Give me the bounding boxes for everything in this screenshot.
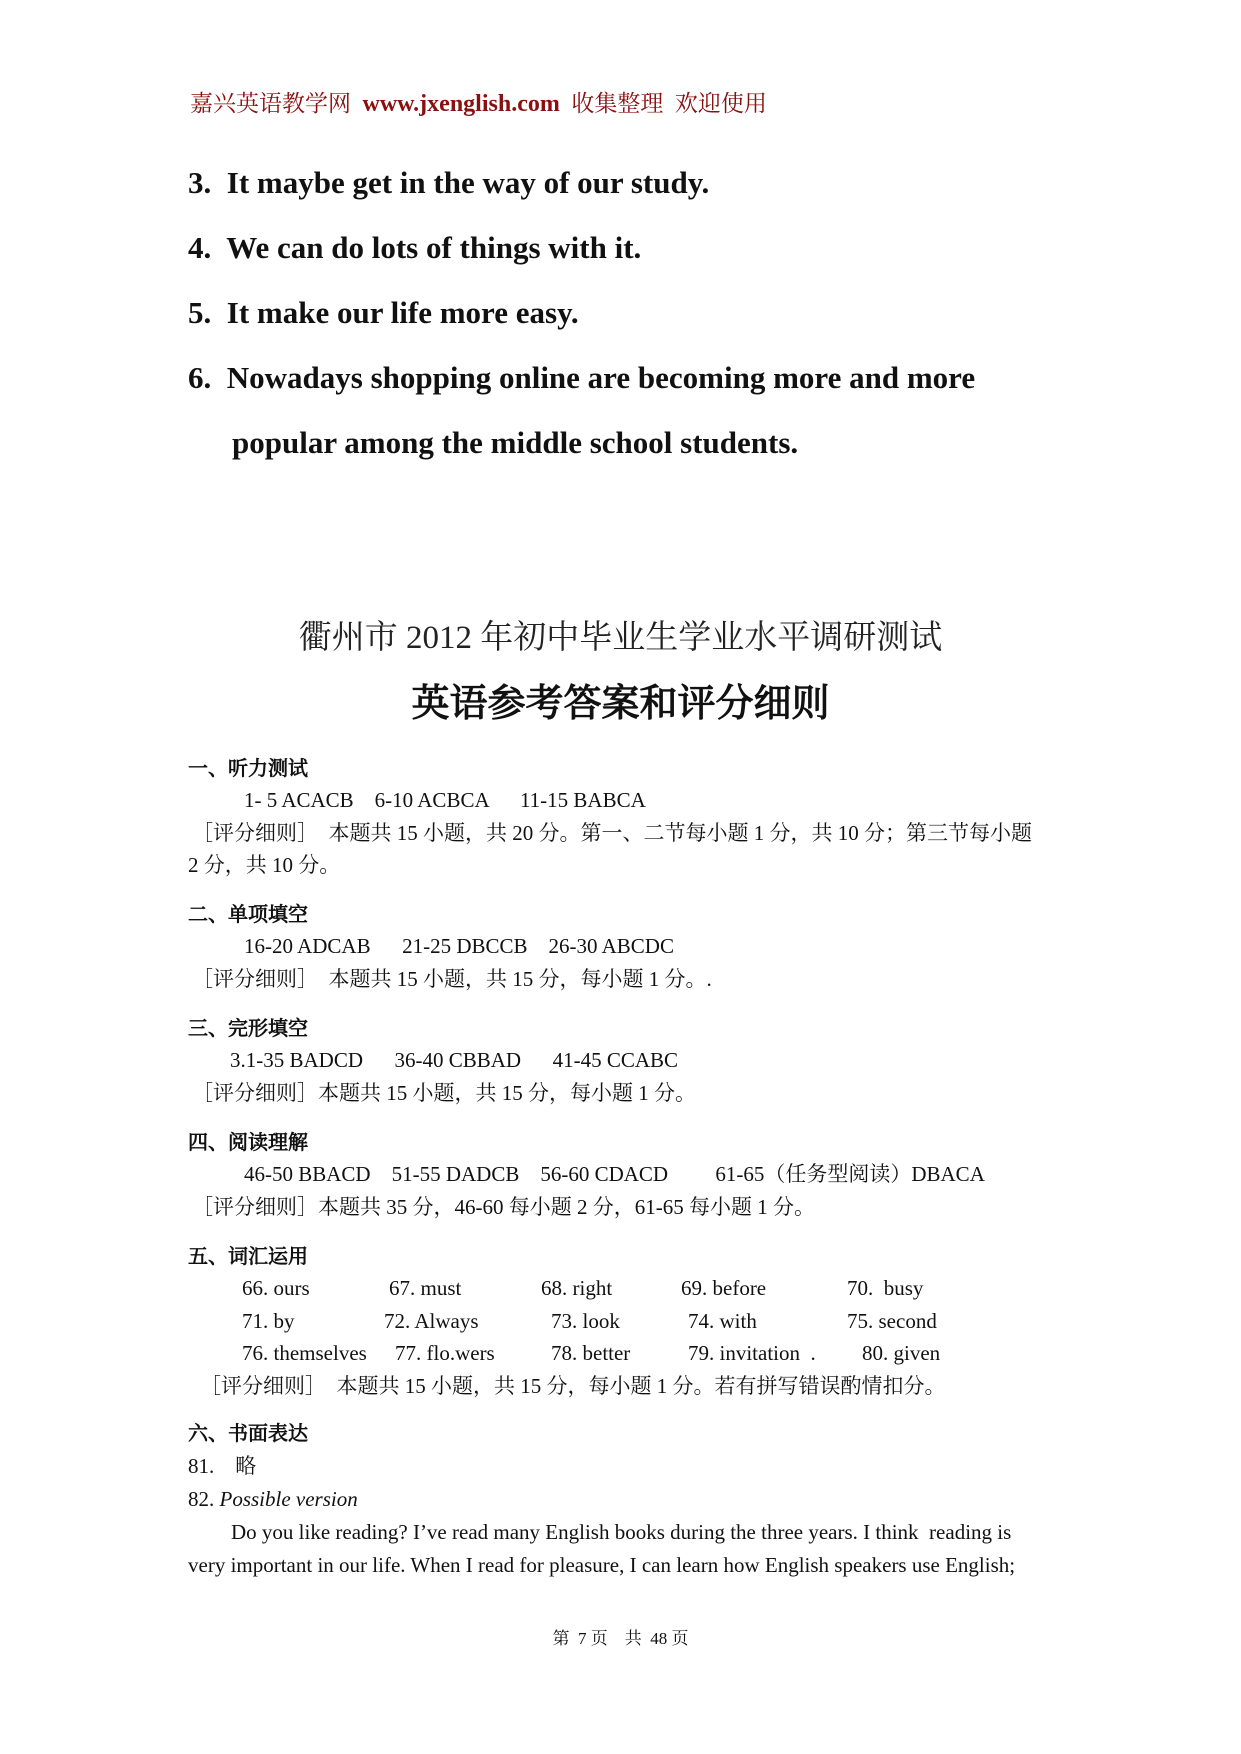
scoring-rule: 2 分，共 10 分。 bbox=[188, 853, 341, 877]
document-title: 衢州市 2012 年初中毕业生学业水平调研测试 bbox=[298, 620, 943, 656]
scoring-rule: ［评分细则］本题共 35 分，46-60 每小题 2 分，61-65 每小题 1 分。 bbox=[192, 1195, 815, 1219]
vocab-answer: 72. Always bbox=[384, 1309, 479, 1333]
scoring-rule: ［评分细则］ 本题共 15 小题，共 15 分，每小题 1 分。若有拼写错误酌情扣分。 bbox=[200, 1374, 946, 1398]
question-label: Possible version bbox=[219, 1487, 358, 1511]
vocab-answer: 78. better bbox=[551, 1341, 631, 1365]
answers: 46-50 BBACD 51-55 DADCB 56-60 CDACD 61-65（任务型阅读）DBACA bbox=[244, 1162, 985, 1186]
vocab-answer: 79. invitation . bbox=[688, 1341, 816, 1365]
section-heading: 六、书面表达 bbox=[188, 1421, 308, 1445]
vocab-answer: 67. must bbox=[389, 1276, 462, 1300]
scoring-rule: ［评分细则］ 本题共 15 小题，共 15 分，每小题 1 分。. bbox=[192, 967, 712, 991]
vocab-answer: 74. with bbox=[688, 1309, 757, 1333]
vocab-answer: 76. themselves bbox=[242, 1341, 367, 1365]
vocab-answer: 69. before bbox=[681, 1276, 767, 1300]
question-number: 82. bbox=[188, 1487, 220, 1511]
section-heading: 四、阅读理解 bbox=[188, 1130, 308, 1154]
sentence: popular among the middle school students. bbox=[232, 425, 799, 460]
vocab-answer: 80. given bbox=[862, 1341, 941, 1365]
section-heading: 三、完形填空 bbox=[188, 1016, 308, 1040]
answers: 3.1-35 BADCD 36-40 CBBAD 41-45 CCABC bbox=[230, 1048, 679, 1072]
scoring-rule: ［评分细则］本题共 15 小题，共 15 分，每小题 1 分。 bbox=[192, 1081, 696, 1105]
vocab-answer: 66. ours bbox=[242, 1276, 310, 1300]
essay-line: Do you like reading? I’ve read many English books during the three years. I think reading is bbox=[231, 1520, 1012, 1544]
sentence: 6. Nowadays shopping online are becoming more and more bbox=[188, 360, 976, 395]
document-subtitle: 英语参考答案和评分细则 bbox=[411, 681, 830, 725]
vocab-answer: 70. busy bbox=[847, 1276, 924, 1300]
section-heading: 一、听力测试 bbox=[188, 756, 308, 780]
essay-line: very important in our life. When I read for pleasure, I can learn how English speakers use English; bbox=[188, 1553, 1016, 1577]
page-footer: 第 7 页 共 48 页 bbox=[552, 1629, 689, 1648]
vocab-answer: 77. flo.wers bbox=[395, 1341, 495, 1365]
answers: 16-20 ADCAB 21-25 DBCCB 26-30 ABCDC bbox=[244, 934, 674, 958]
sentence: 4. We can do lots of things with it. bbox=[188, 230, 642, 265]
section-heading: 五、词汇运用 bbox=[188, 1244, 308, 1268]
question-81: 81. 略 bbox=[188, 1454, 257, 1478]
answers: 1- 5 ACACB 6-10 ACBCA 11-15 BABCA bbox=[244, 788, 646, 812]
section-heading: 二、单项填空 bbox=[188, 902, 308, 926]
sentence: 3. It maybe get in the way of our study. bbox=[188, 165, 710, 200]
vocab-answer: 68. right bbox=[541, 1276, 613, 1300]
header-suffix: 收集整理 欢迎使用 bbox=[571, 91, 767, 116]
site-name: 嘉兴英语教学网 bbox=[190, 91, 351, 116]
vocab-answer: 75. second bbox=[847, 1309, 937, 1333]
vocab-answer: 71. by bbox=[242, 1309, 295, 1333]
question-82 bbox=[188, 1489, 358, 1510]
scoring-rule: ［评分细则］ 本题共 15 小题，共 20 分。第一、二节每小题 1 分，共 10 分；第三节每小题 bbox=[192, 821, 1032, 845]
vocab-answer: 73. look bbox=[551, 1309, 620, 1333]
sentence: 5. It make our life more easy. bbox=[188, 295, 579, 330]
site-url[interactable]: www.jxenglish.com bbox=[362, 91, 560, 117]
site-header bbox=[190, 92, 767, 116]
